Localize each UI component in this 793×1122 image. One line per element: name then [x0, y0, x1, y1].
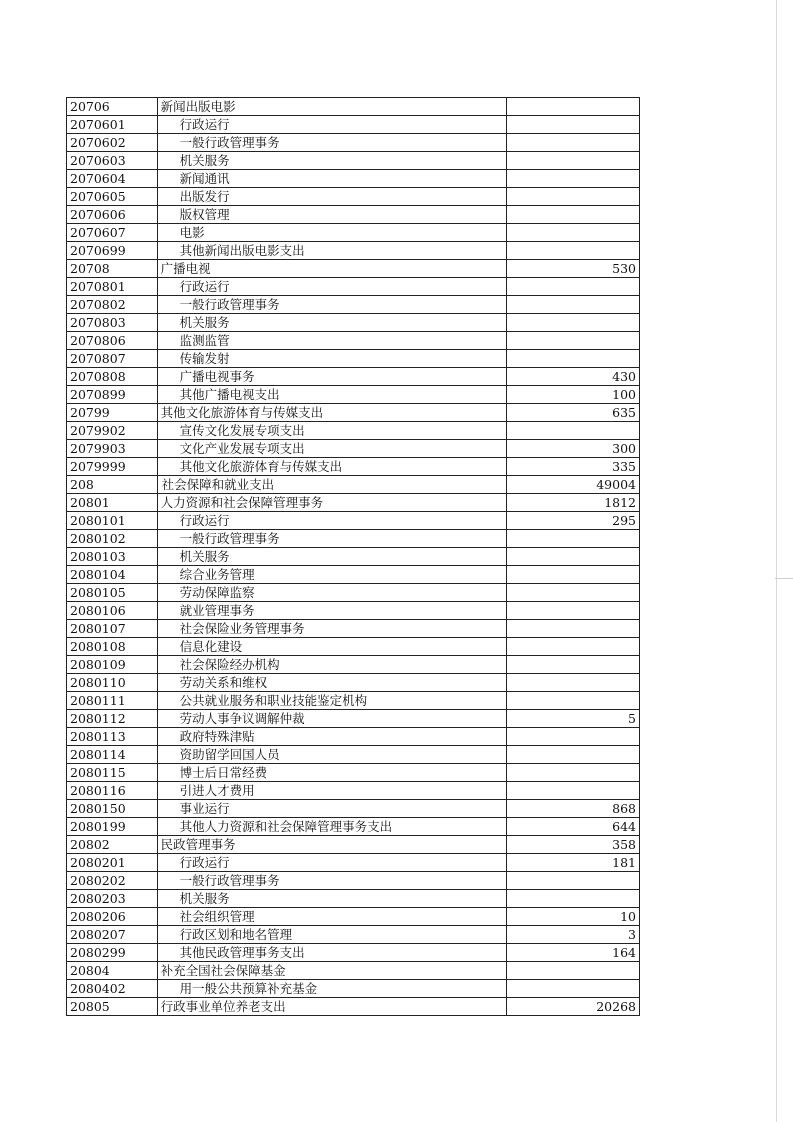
amount-cell: [506, 134, 639, 152]
subject-code-cell: 20805: [67, 998, 158, 1016]
table-row: [67, 494, 640, 512]
table-row: [67, 332, 640, 350]
subject-name-cell: 社会组织管理: [157, 908, 506, 926]
amount-cell: [506, 728, 639, 746]
table-row: [67, 782, 640, 800]
amount-cell: 3: [506, 926, 639, 944]
subject-code-cell: 20706: [67, 98, 158, 116]
subject-name-cell: 其他人力资源和社会保障管理事务支出: [157, 818, 506, 836]
table-row: [67, 908, 640, 926]
subject-name-cell: 其他新闻出版电影支出: [157, 242, 506, 260]
amount-cell: [506, 980, 639, 998]
table-row: [67, 980, 640, 998]
page-edge-line: [776, 0, 777, 1122]
subject-code-cell: 2070607: [67, 224, 158, 242]
table-row: [67, 872, 640, 890]
amount-cell: 10: [506, 908, 639, 926]
subject-code-cell: 2079902: [67, 422, 158, 440]
table-row: [67, 422, 640, 440]
subject-name-cell: 劳动人事争议调解仲裁: [157, 710, 506, 728]
subject-code-cell: 2070807: [67, 350, 158, 368]
subject-code-cell: 2070808: [67, 368, 158, 386]
subject-name-cell: 机关服务: [157, 314, 506, 332]
table-row: [67, 584, 640, 602]
table-row: [67, 944, 640, 962]
amount-cell: [506, 296, 639, 314]
table-row: [67, 746, 640, 764]
subject-code-cell: 2079903: [67, 440, 158, 458]
subject-name-cell: 行政区划和地名管理: [157, 926, 506, 944]
subject-name-cell: 人力资源和社会保障管理事务: [157, 494, 506, 512]
subject-code-cell: 2080108: [67, 638, 158, 656]
table-row: [67, 368, 640, 386]
subject-name-cell: 出版发行: [157, 188, 506, 206]
subject-code-cell: 2080203: [67, 890, 158, 908]
subject-code-cell: 2070801: [67, 278, 158, 296]
subject-name-cell: 社会保障和就业支出: [157, 476, 506, 494]
subject-name-cell: 宣传文化发展专项支出: [157, 422, 506, 440]
subject-code-cell: 208: [67, 476, 158, 494]
amount-cell: [506, 152, 639, 170]
amount-cell: [506, 206, 639, 224]
amount-cell: [506, 602, 639, 620]
subject-code-cell: 2080202: [67, 872, 158, 890]
table-row: [67, 386, 640, 404]
budget-table: [66, 97, 640, 1016]
subject-name-cell: 引进人才费用: [157, 782, 506, 800]
amount-cell: 164: [506, 944, 639, 962]
subject-name-cell: 用一般公共预算补充基金: [157, 980, 506, 998]
table-row: [67, 224, 640, 242]
amount-cell: [506, 674, 639, 692]
subject-code-cell: 2070602: [67, 134, 158, 152]
table-row: [67, 296, 640, 314]
amount-cell: [506, 692, 639, 710]
subject-code-cell: 20801: [67, 494, 158, 512]
subject-code-cell: 2080106: [67, 602, 158, 620]
table-row: [67, 962, 640, 980]
subject-code-cell: 2070603: [67, 152, 158, 170]
table-row: [67, 566, 640, 584]
subject-name-cell: 一般行政管理事务: [157, 134, 506, 152]
table-row: [67, 926, 640, 944]
subject-name-cell: 补充全国社会保障基金: [157, 962, 506, 980]
subject-name-cell: 一般行政管理事务: [157, 530, 506, 548]
subject-code-cell: 2080110: [67, 674, 158, 692]
table-row: [67, 98, 640, 116]
subject-name-cell: 博士后日常经费: [157, 764, 506, 782]
subject-name-cell: 社会保险业务管理事务: [157, 620, 506, 638]
table-row: [67, 620, 640, 638]
amount-cell: 181: [506, 854, 639, 872]
subject-name-cell: 一般行政管理事务: [157, 872, 506, 890]
subject-name-cell: 新闻出版电影: [157, 98, 506, 116]
subject-name-cell: 行政事业单位养老支出: [157, 998, 506, 1016]
amount-cell: [506, 314, 639, 332]
amount-cell: [506, 566, 639, 584]
subject-name-cell: 其他民政管理事务支出: [157, 944, 506, 962]
amount-cell: 644: [506, 818, 639, 836]
table-row: [67, 656, 640, 674]
amount-cell: [506, 98, 639, 116]
subject-name-cell: 机关服务: [157, 890, 506, 908]
subject-name-cell: 公共就业服务和职业技能鉴定机构: [157, 692, 506, 710]
subject-name-cell: 电影: [157, 224, 506, 242]
table-row: [67, 206, 640, 224]
subject-name-cell: 广播电视事务: [157, 368, 506, 386]
amount-cell: [506, 584, 639, 602]
table-row: [67, 440, 640, 458]
subject-name-cell: 监测监管: [157, 332, 506, 350]
subject-name-cell: 信息化建设: [157, 638, 506, 656]
subject-code-cell: 20802: [67, 836, 158, 854]
amount-cell: 530: [506, 260, 639, 278]
table-row: [67, 800, 640, 818]
subject-code-cell: 2080206: [67, 908, 158, 926]
subject-name-cell: 机关服务: [157, 548, 506, 566]
table-row: [67, 188, 640, 206]
subject-code-cell: 2070806: [67, 332, 158, 350]
subject-code-cell: 2080104: [67, 566, 158, 584]
subject-code-cell: 2080102: [67, 530, 158, 548]
subject-name-cell: 广播电视: [157, 260, 506, 278]
amount-cell: [506, 782, 639, 800]
subject-code-cell: 2080114: [67, 746, 158, 764]
subject-code-cell: 2080402: [67, 980, 158, 998]
subject-code-cell: 2080107: [67, 620, 158, 638]
subject-code-cell: 2080116: [67, 782, 158, 800]
subject-code-cell: 2080113: [67, 728, 158, 746]
subject-name-cell: 资助留学回国人员: [157, 746, 506, 764]
subject-name-cell: 版权管理: [157, 206, 506, 224]
subject-code-cell: 2080112: [67, 710, 158, 728]
subject-code-cell: 2080103: [67, 548, 158, 566]
subject-name-cell: 其他文化旅游体育与传媒支出: [157, 404, 506, 422]
amount-cell: [506, 170, 639, 188]
amount-cell: 335: [506, 458, 639, 476]
subject-code-cell: 2080201: [67, 854, 158, 872]
page-edge-mark: [775, 578, 793, 579]
subject-name-cell: 事业运行: [157, 800, 506, 818]
table-row: [67, 134, 640, 152]
amount-cell: [506, 530, 639, 548]
subject-code-cell: 20708: [67, 260, 158, 278]
amount-cell: 358: [506, 836, 639, 854]
table-row: [67, 512, 640, 530]
subject-name-cell: 劳动保障监察: [157, 584, 506, 602]
subject-code-cell: 2080150: [67, 800, 158, 818]
subject-name-cell: 劳动关系和维权: [157, 674, 506, 692]
subject-name-cell: 其他文化旅游体育与传媒支出: [157, 458, 506, 476]
table-row: [67, 260, 640, 278]
table-row: [67, 692, 640, 710]
table-row: [67, 638, 640, 656]
amount-cell: 1812: [506, 494, 639, 512]
amount-cell: [506, 620, 639, 638]
amount-cell: [506, 224, 639, 242]
subject-code-cell: 2070606: [67, 206, 158, 224]
table-row: [67, 548, 640, 566]
subject-code-cell: 2070802: [67, 296, 158, 314]
amount-cell: [506, 242, 639, 260]
amount-cell: [506, 188, 639, 206]
amount-cell: [506, 350, 639, 368]
subject-name-cell: 新闻通讯: [157, 170, 506, 188]
table-row: [67, 314, 640, 332]
table-row: [67, 170, 640, 188]
subject-code-cell: 2080115: [67, 764, 158, 782]
subject-name-cell: 行政运行: [157, 278, 506, 296]
table-row: [67, 350, 640, 368]
amount-cell: 635: [506, 404, 639, 422]
subject-code-cell: 20799: [67, 404, 158, 422]
subject-name-cell: 机关服务: [157, 152, 506, 170]
table-row: [67, 818, 640, 836]
amount-cell: 300: [506, 440, 639, 458]
subject-code-cell: 2070899: [67, 386, 158, 404]
subject-code-cell: 2070601: [67, 116, 158, 134]
table-row: [67, 836, 640, 854]
table-row: [67, 278, 640, 296]
amount-cell: [506, 332, 639, 350]
table-row: [67, 890, 640, 908]
subject-code-cell: 20804: [67, 962, 158, 980]
subject-name-cell: 行政运行: [157, 512, 506, 530]
table-row: [67, 476, 640, 494]
subject-code-cell: 2080101: [67, 512, 158, 530]
table-row: [67, 116, 640, 134]
subject-name-cell: 行政运行: [157, 116, 506, 134]
subject-name-cell: 其他广播电视支出: [157, 386, 506, 404]
amount-cell: 295: [506, 512, 639, 530]
subject-name-cell: 综合业务管理: [157, 566, 506, 584]
amount-cell: [506, 422, 639, 440]
subject-code-cell: 2080111: [67, 692, 158, 710]
subject-code-cell: 2080105: [67, 584, 158, 602]
subject-name-cell: 文化产业发展专项支出: [157, 440, 506, 458]
subject-name-cell: 传输发射: [157, 350, 506, 368]
subject-code-cell: 2080199: [67, 818, 158, 836]
table-row: [67, 674, 640, 692]
amount-cell: [506, 746, 639, 764]
subject-code-cell: 2070803: [67, 314, 158, 332]
amount-cell: [506, 278, 639, 296]
amount-cell: [506, 638, 639, 656]
subject-code-cell: 2080109: [67, 656, 158, 674]
amount-cell: 5: [506, 710, 639, 728]
amount-cell: [506, 872, 639, 890]
subject-name-cell: 社会保险经办机构: [157, 656, 506, 674]
amount-cell: 100: [506, 386, 639, 404]
table-row: [67, 710, 640, 728]
amount-cell: [506, 890, 639, 908]
subject-code-cell: 2070604: [67, 170, 158, 188]
amount-cell: [506, 548, 639, 566]
table-row: [67, 404, 640, 422]
table-row: [67, 728, 640, 746]
amount-cell: 430: [506, 368, 639, 386]
table-row: [67, 152, 640, 170]
budget-table-body: [67, 98, 640, 1016]
table-row: [67, 530, 640, 548]
table-row: [67, 458, 640, 476]
subject-name-cell: 民政管理事务: [157, 836, 506, 854]
amount-cell: 49004: [506, 476, 639, 494]
table-row: [67, 764, 640, 782]
table-row: [67, 242, 640, 260]
subject-code-cell: 2080299: [67, 944, 158, 962]
subject-name-cell: 一般行政管理事务: [157, 296, 506, 314]
subject-name-cell: 政府特殊津贴: [157, 728, 506, 746]
subject-code-cell: 2080207: [67, 926, 158, 944]
amount-cell: [506, 962, 639, 980]
subject-code-cell: 2079999: [67, 458, 158, 476]
table-row: [67, 602, 640, 620]
subject-name-cell: 就业管理事务: [157, 602, 506, 620]
subject-code-cell: 2070699: [67, 242, 158, 260]
table-row: [67, 854, 640, 872]
subject-code-cell: 2070605: [67, 188, 158, 206]
table-row: [67, 998, 640, 1016]
amount-cell: [506, 116, 639, 134]
amount-cell: 868: [506, 800, 639, 818]
amount-cell: [506, 764, 639, 782]
amount-cell: 20268: [506, 998, 639, 1016]
subject-name-cell: 行政运行: [157, 854, 506, 872]
amount-cell: [506, 656, 639, 674]
